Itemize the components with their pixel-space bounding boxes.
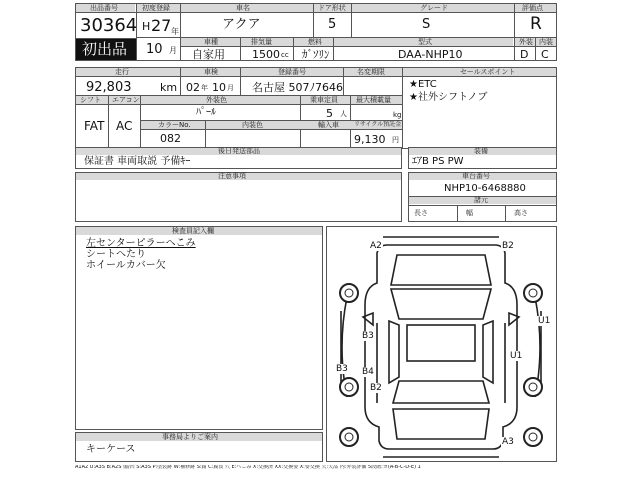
chassis: NHP10-6468880 — [444, 183, 526, 194]
score-label: 評価点 — [522, 4, 543, 12]
sales-points-label: セールスポイント — [460, 68, 516, 76]
import-label: 輸入車 — [318, 121, 339, 129]
mileage-label: 走行 — [115, 68, 129, 76]
damage-marker-b3-left: B3 — [336, 364, 348, 374]
model: DAA-NHP10 — [398, 48, 463, 61]
reg-month: 10 — [146, 42, 163, 57]
reg-no-label: 登録番号 — [278, 68, 306, 76]
later-docs: 保証書 車両取説 予備ｷｰ — [84, 156, 191, 167]
inspection-note-3: ホイールカバー欠 — [86, 260, 166, 271]
inspection-month-unit: 月 — [227, 84, 234, 92]
color-no: 082 — [160, 132, 181, 145]
displacement-unit: cc — [281, 51, 289, 59]
inspection-year: 02 — [186, 81, 200, 94]
max-load-label: 最大積載量 — [356, 96, 391, 104]
capacity: 5 — [326, 107, 333, 120]
fuel: ｶﾞｿﾘﾝ — [302, 48, 330, 61]
damage-marker-b4: B4 — [362, 367, 374, 377]
first-reg-label: 初度登録 — [142, 4, 170, 12]
era: H — [142, 20, 151, 33]
footer-legend: A1A2 U:A3S B:A2S 傷/凹 S:A3S P:塗装跡 W:補修跡 S:錆 C:腐食 穴 E:へこみ X:交換済 XX:交換要 X:要交換 欠:欠品 内:外装評価 5段階:カ(A-B-C-D-E) 1 — [75, 465, 421, 470]
inspection-note-1: 左センターピラーへこみ — [86, 238, 196, 249]
reg-year: 27 — [151, 16, 172, 35]
ext-color: ﾊﾟｰﾙ — [196, 107, 216, 118]
damage-marker-b2-rear: B2 — [370, 383, 382, 393]
inspection-label: 車検 — [204, 68, 218, 76]
max-load-unit: kg — [393, 111, 402, 119]
mileage: 92,803 — [86, 80, 132, 95]
car-outline-drawing — [327, 227, 556, 461]
score: R — [530, 14, 542, 34]
capacity-label: 乗車定員 — [310, 96, 338, 104]
car-diagram — [326, 226, 557, 462]
usage: 自家用 — [192, 48, 225, 61]
height-label: 高さ — [514, 209, 528, 217]
usage-label: 車種 — [204, 38, 218, 46]
model-label: 型式 — [418, 38, 432, 46]
lot-number: 30364 — [80, 15, 138, 36]
sales-point-2: ★社外シフトノブ — [409, 92, 488, 103]
doors-label: ドア形状 — [318, 4, 346, 12]
office-title: 事務局よりご案内 — [162, 433, 218, 441]
inspection-title: 検査員記入欄 — [172, 227, 214, 235]
damage-marker-b3-pillar: B3 — [362, 331, 374, 341]
ext-score-label: 外装 — [519, 38, 533, 46]
width-label: 幅 — [466, 209, 473, 217]
int-score: C — [541, 48, 549, 61]
dims-label: 諸元 — [474, 196, 488, 204]
ext-score: D — [520, 48, 529, 61]
recycle-unit: 円 — [392, 136, 399, 144]
capacity-unit: 人 — [340, 110, 347, 118]
int-score-label: 内装 — [539, 38, 553, 46]
equipment: ｴｱB PS PW — [412, 156, 464, 167]
damage-marker-a3: A3 — [502, 437, 514, 447]
damage-marker-u1-rear: U1 — [510, 351, 523, 361]
ac-label: エアコン — [112, 96, 140, 104]
car-name-label: 車名 — [236, 4, 250, 12]
inspection-year-unit: 年 — [201, 84, 208, 92]
equipment-label: 装備 — [474, 147, 488, 155]
int-color-label: 内装色 — [242, 121, 263, 129]
damage-marker-u1-right: U1 — [538, 316, 551, 326]
reg-no: 名古屋 507ﾉ7646 — [252, 81, 343, 94]
grade-label: グレード — [420, 4, 448, 12]
recycle-label: リサイクル預託金 — [354, 121, 402, 128]
grade: S — [422, 17, 431, 32]
spec-section — [75, 67, 557, 149]
fuel-label: 燃料 — [308, 38, 322, 46]
length-label: 長さ — [414, 209, 428, 217]
ac: AC — [116, 119, 133, 133]
notes-label: 注意事項 — [218, 172, 246, 180]
ext-color-label: 外装色 — [206, 96, 227, 104]
lot-label: 出品番号 — [90, 4, 118, 12]
damage-marker-b2-front: B2 — [502, 241, 514, 251]
later-docs-label: 後日発送部品 — [218, 147, 260, 155]
displacement: 1500 — [252, 48, 280, 61]
color-no-label: カラーNo. — [158, 121, 191, 129]
recycle: 9,130 — [354, 133, 386, 146]
mileage-unit: km — [160, 81, 178, 94]
reg-year-unit: 年 — [171, 27, 179, 36]
inspection-month: 10 — [212, 81, 226, 94]
shift: FAT — [84, 119, 105, 133]
car-name: アクア — [222, 17, 261, 32]
first-listing-text: 初出品 — [82, 40, 128, 58]
office-text: キーケース — [86, 444, 136, 455]
name-change-label: 名変期限 — [357, 68, 385, 76]
damage-marker-a2: A2 — [370, 241, 382, 251]
shift-label: シフト — [80, 96, 101, 104]
reg-month-unit: 月 — [169, 46, 177, 55]
doors: 5 — [328, 17, 337, 32]
inspection-note-2: シートへたり — [86, 249, 146, 260]
chassis-label: 車台番号 — [462, 172, 490, 180]
displacement-label: 排気量 — [251, 38, 272, 46]
sales-point-1: ★ETC — [409, 79, 437, 90]
